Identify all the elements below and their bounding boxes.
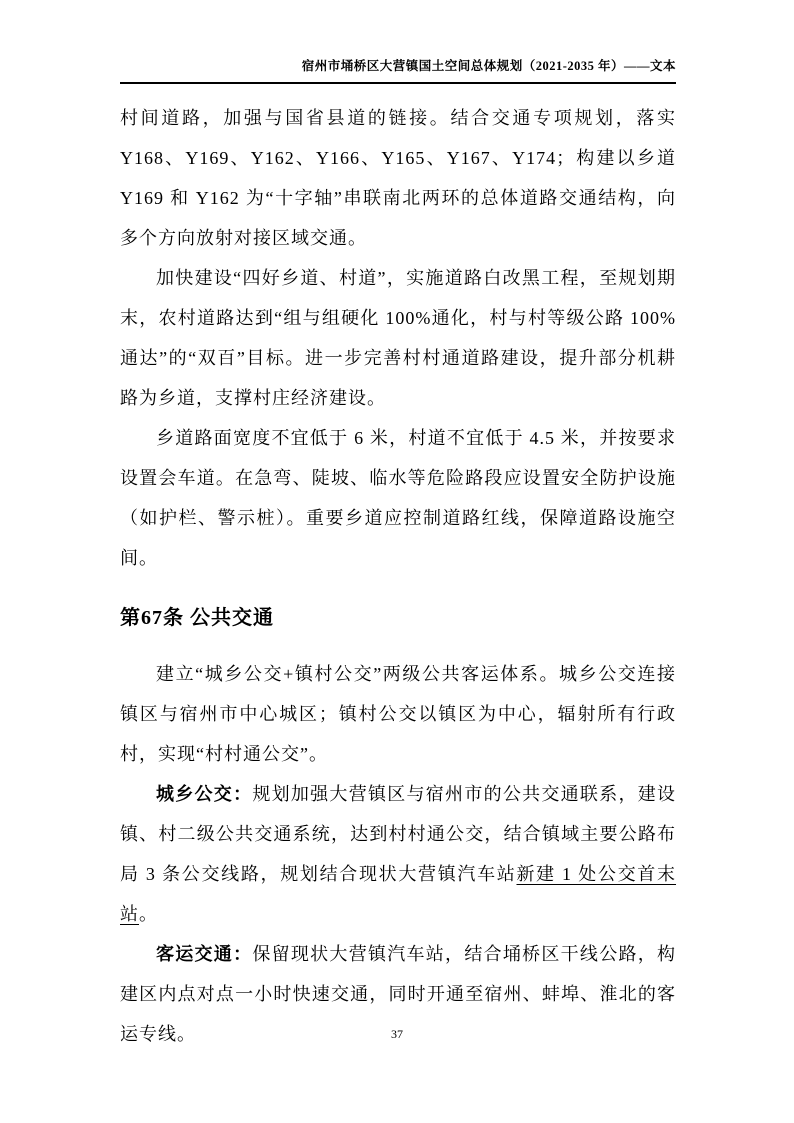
text-run: 加快建设“四好乡道、村道”，实施道路白改黑工程，至规划期末，农村道路达到“组与组硬化 100%通化，村与村等级公路 100%通达”的“双百”目标。进一步完善村村通道路建设，提升部分机耕路为乡道，支撑村庄经济建设。	[120, 268, 676, 408]
text-run: 村间道路，加强与国省县道的链接。结合交通专项规划，落实 Y168、Y169、Y162、Y166、Y165、Y167、Y174；构建以乡道 Y169 和 Y162 为“十字轴”串联南北两环的总体道路交通结构，向多个方向放射对接区域交通。	[120, 108, 676, 248]
page-number: 37	[391, 1027, 403, 1041]
text-run: 第67条 公共交通	[120, 607, 274, 629]
bold-lead-label: 城乡公交：	[156, 784, 253, 804]
section-heading	[120, 600, 676, 636]
paragraph	[120, 654, 676, 774]
bold-lead-label: 客运交通：	[156, 944, 253, 964]
document-body	[120, 98, 676, 1054]
page-header	[120, 56, 676, 84]
page-header-title: 宿州市埇桥区大营镇国土空间总体规划（2021-2035 年）——文本	[301, 59, 676, 73]
paragraph	[120, 258, 676, 418]
text-run: 。	[139, 904, 158, 924]
text-run: 乡道路面宽度不宜低于 6 米，村道不宜低于 4.5 米，并按要求设置会车道。在急弯、陡坡、临水等危险路段应设置安全防护设施（如护栏、警示桩）。重要乡道应控制道路红线，保障道路设施空间。	[120, 428, 676, 568]
paragraph	[120, 98, 676, 258]
text-run: 保留现状大营镇汽车站，结合埇桥区干线公路，构建区内点对点一小时快速交通，同时开通至宿州、蚌埠、淮北的客运专线。	[120, 944, 677, 1044]
underlined-text: 新建 1 处公交首末站	[120, 864, 677, 924]
text-run: 建立“城乡公交+镇村公交”两级公共客运体系。城乡公交连接镇区与宿州市中心城区；镇村公交以镇区为中心，辐射所有行政村，实现“村村通公交”。	[120, 664, 676, 764]
text-run: 规划加强大营镇区与宿州市的公共交通联系，建设镇、村二级公共交通系统，达到村村通公交，结合镇域主要公路布局 3 条公交线路，规划结合现状大营镇汽车站	[120, 784, 677, 884]
paragraph	[120, 774, 676, 934]
paragraph	[120, 418, 676, 578]
